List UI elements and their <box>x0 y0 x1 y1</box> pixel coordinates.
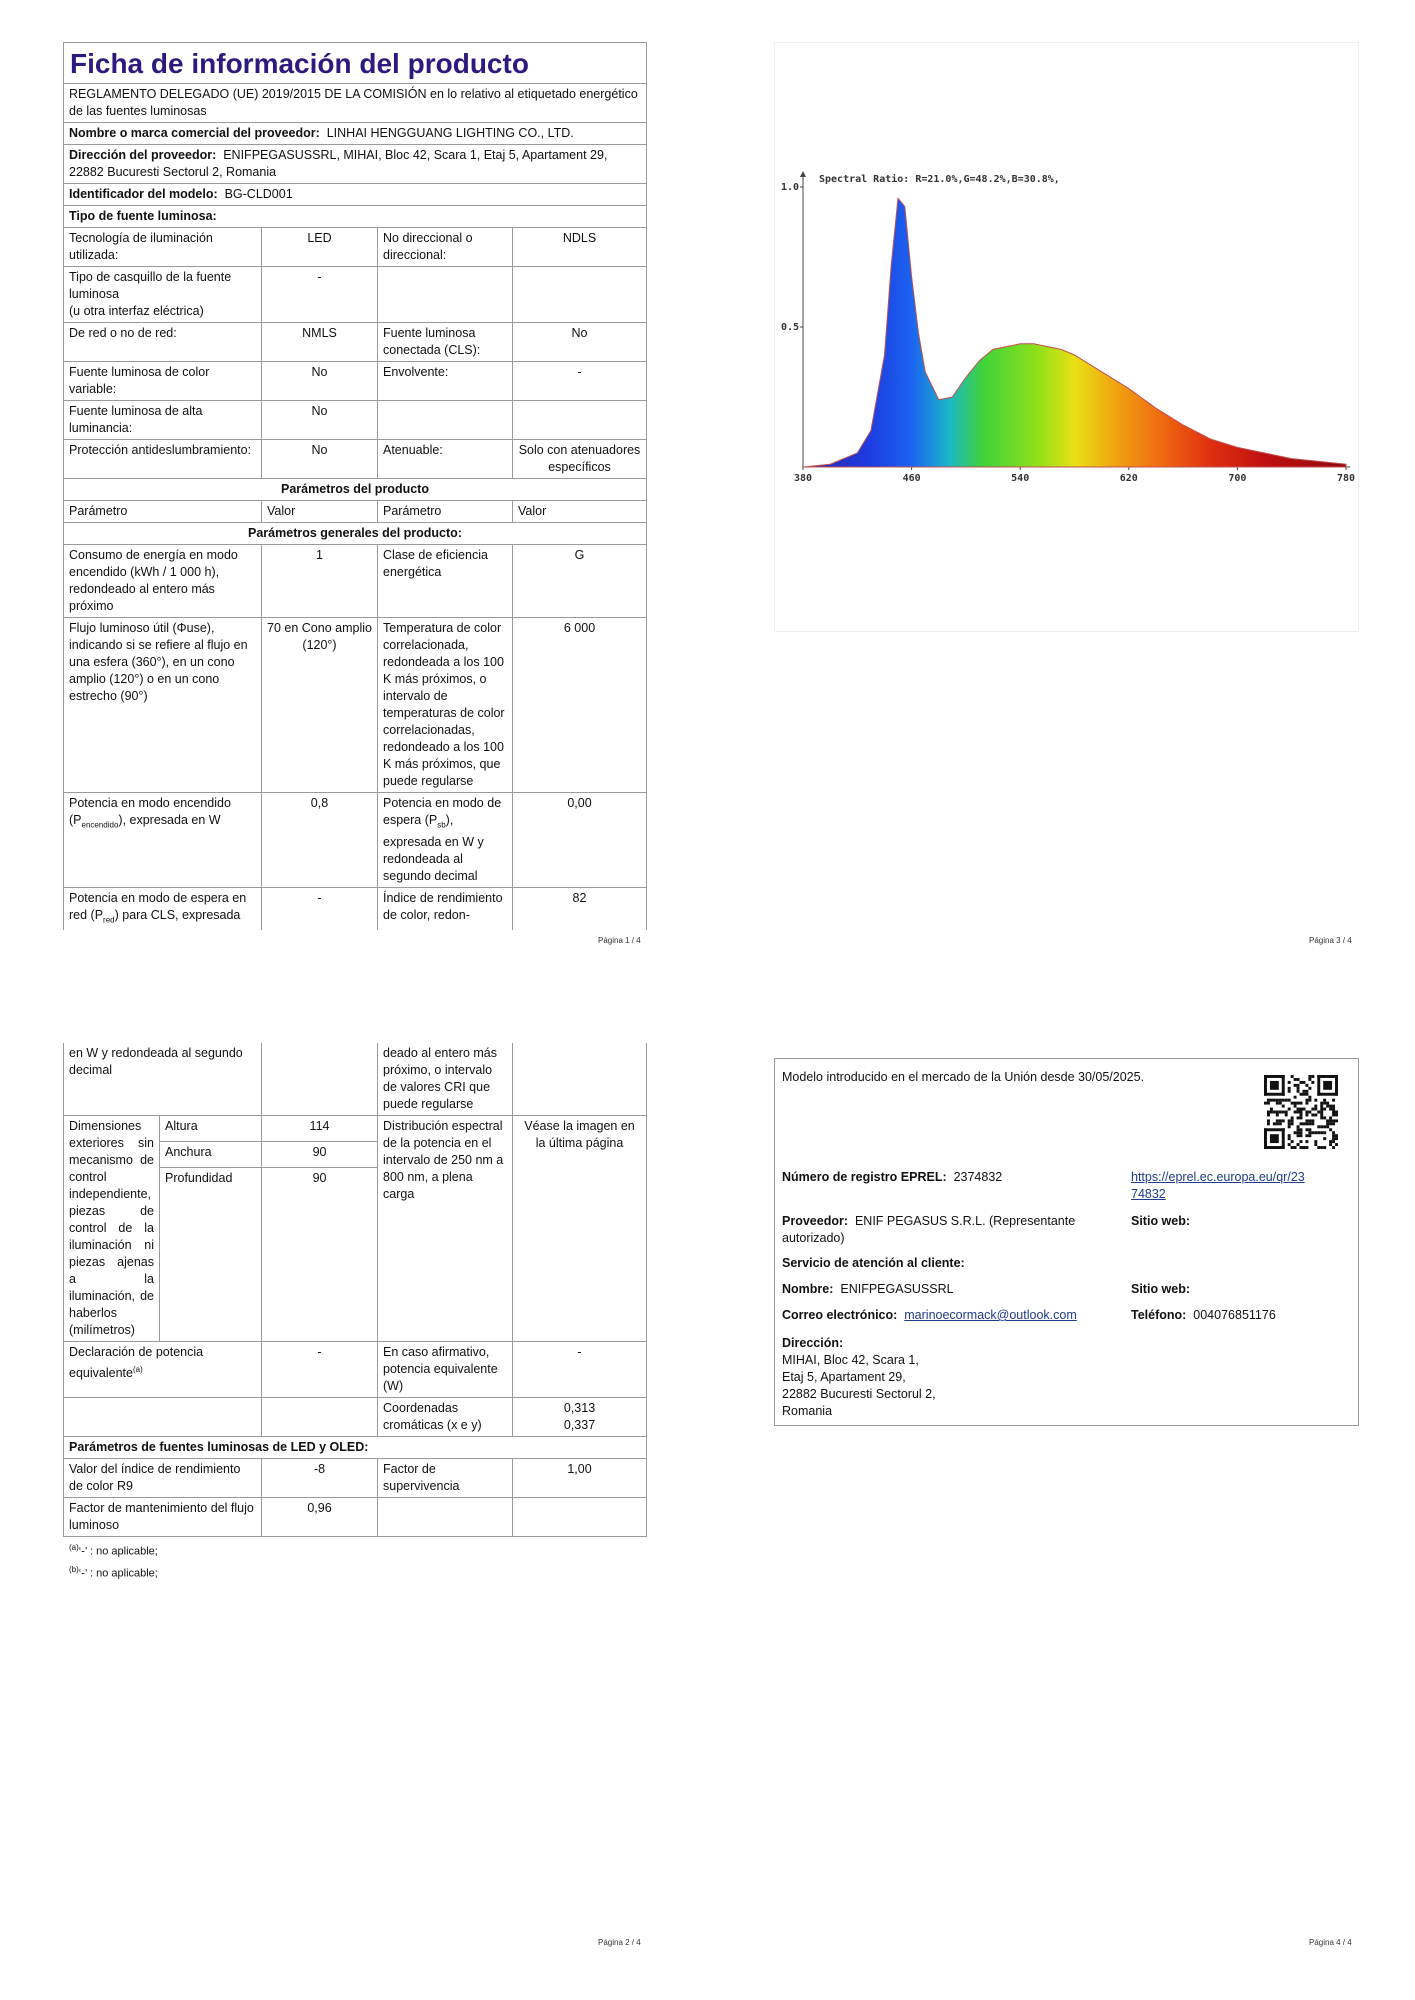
cont-left: en W y redondeada al segundo decimal <box>64 1043 262 1116</box>
address-label: Dirección del proveedor: <box>69 148 217 162</box>
phone-value: 004076851176 <box>1193 1308 1276 1322</box>
cls-value: No <box>513 323 647 362</box>
address-row <box>64 145 647 184</box>
cct-label: Temperatura de color correlacionada, redondeada a los 100 K más próximos, o intervalo de temperaturas de color correlacionadas, redondeado a los 100 K más próximos, que puede regularse <box>378 618 513 793</box>
cri-value: 82 <box>513 887 647 930</box>
spectral-chart <box>774 42 1359 632</box>
general-params-heading: Parámetros generales del producto: <box>64 523 647 545</box>
qr-code-icon <box>1264 1075 1338 1149</box>
spd-label: Distribución espectral de la potencia en el intervalo de 250 nm a 800 nm, a plena carga <box>378 1116 513 1342</box>
maint-label: Factor de mantenimiento del flujo luminoso <box>64 1498 262 1537</box>
flux-label: Flujo luminoso útil (Φuse), indicando si se refiere al flujo en una esfera (360°), en un cono amplio (120°) o en un cono estrecho (90°) <box>64 618 262 793</box>
x-tick-label: 780 <box>1336 473 1356 484</box>
depth-label: Profundidad <box>160 1168 262 1194</box>
website-label: Sitio web: <box>1131 1214 1191 1228</box>
spd-value: Véase la imagen en la última página <box>513 1116 647 1342</box>
address-line-3: 22882 Bucuresti Sectorul 2, <box>782 1387 936 1401</box>
eprel-value: 2374832 <box>953 1170 1003 1184</box>
colour-label: Fuente luminosa de color variable: <box>64 362 262 401</box>
y-axis-arrow <box>800 171 806 177</box>
x-tick-label: 380 <box>793 473 813 484</box>
name-label: Nombre: <box>782 1282 834 1296</box>
cri-label: Índice de rendimiento de color, redon- <box>378 887 513 930</box>
page-1 <box>63 42 646 930</box>
chroma-x: 0,313 <box>563 1401 596 1415</box>
chart-title: Spectral Ratio: R=21.0%,G=48.2%,B=30.8%, <box>819 174 1060 185</box>
width-value: 90 <box>262 1142 378 1168</box>
led-heading: Parámetros de fuentes luminosas de LED y OLED: <box>64 1437 647 1459</box>
spectral-chart-svg <box>775 43 1358 631</box>
depth-value: 90 <box>262 1168 378 1194</box>
y-tick-label: 0.5 <box>780 322 799 333</box>
phone-row <box>1131 1307 1276 1324</box>
x-tick-label: 540 <box>1011 473 1030 484</box>
cct-value: 6 000 <box>513 618 647 793</box>
cap-label-cell <box>64 267 262 323</box>
height-label: Altura <box>160 1116 262 1142</box>
class-label: Clase de eficiencia energética <box>378 545 513 618</box>
page-4-card <box>774 1058 1359 1426</box>
eprel-row <box>782 1169 1002 1186</box>
product-info-table <box>63 42 647 930</box>
pon-label: Potencia en modo encendido $(P_{encendido})$, expresada en W <box>64 793 262 888</box>
regulation-text: REGLAMENTO DELEGADO (UE) 2019/2015 DE LA COMISIÓN en lo relativo al etiquetado energético de las fuentes luminosas <box>64 84 647 123</box>
page-2 <box>63 1043 646 1582</box>
cont-right: deado al entero más próximo, o intervalo de valores CRI que puede regularse <box>378 1043 513 1116</box>
name-row <box>782 1281 954 1298</box>
maint-value: 0,96 <box>262 1498 378 1537</box>
dims-label: Dimensiones exteriores sin mecanismo de control independiente, piezas de control de la iluminación ni piezas ajenas a la iluminación, de haberlos (milímetros) <box>64 1116 160 1342</box>
glare-label: Protección antideslumbramiento: <box>64 440 262 479</box>
model-value: BG-CLD001 <box>224 187 293 201</box>
class-value: G <box>513 545 647 618</box>
market-text: Modelo introducido en el mercado de la Unión desde 30/05/2025. <box>782 1070 1145 1084</box>
r9-label: Valor del índice de rendimiento de color R9 <box>64 1459 262 1498</box>
energy-value: 1 <box>262 545 378 618</box>
cap-label-2: (u otra interfaz eléctrica) <box>69 304 204 318</box>
model-label: Identificador del modelo: <box>69 187 218 201</box>
email-row <box>782 1307 1077 1324</box>
mains-value: NMLS <box>262 323 378 362</box>
colour-value: No <box>262 362 378 401</box>
website2-label: Sitio web: <box>1131 1282 1191 1296</box>
flux-value: 70 en Cono amplio (120°) <box>262 618 378 793</box>
survival-value: 1,00 <box>513 1459 647 1498</box>
address-line-4: Romania <box>782 1404 833 1418</box>
cap-value: - <box>262 267 378 323</box>
psb-value: 0,00 <box>513 793 647 888</box>
footnotes <box>63 1539 646 1582</box>
col-value-2: Valor <box>513 501 647 523</box>
name-value: ENIFPEGASUSSRL <box>840 1282 954 1296</box>
x-tick-label: 460 <box>902 473 921 484</box>
provider-value: ENIF PEGASUS S.R.L. (Representante autorizado) <box>782 1214 1076 1245</box>
x-tick-label: 700 <box>1228 473 1247 484</box>
phone-label: Teléfono: <box>1131 1308 1187 1322</box>
address-label-4: Dirección: <box>782 1336 844 1350</box>
chroma-label: Coordenadas cromáticas (x e y) <box>378 1398 513 1437</box>
r9-value: -8 <box>262 1459 378 1498</box>
source-type-heading: Tipo de fuente luminosa: <box>64 206 647 228</box>
service-heading: Servicio de atención al cliente: <box>782 1256 965 1270</box>
mains-label: De red o no de red: <box>64 323 262 362</box>
col-param-2: Parámetro <box>378 501 513 523</box>
model-row <box>64 184 647 206</box>
equiv-value: - <box>262 1342 378 1398</box>
nondir-value: NDLS <box>513 228 647 267</box>
highlum-value: No <box>262 401 378 440</box>
provider-row <box>782 1213 1128 1247</box>
pnet-label: Potencia en modo de espera en red $(P_{red})$ para CLS, expresada <box>64 887 262 930</box>
survival-label: Factor de supervivencia <box>378 1459 513 1498</box>
footnote-b: $^{(b)}$‘-’ : no aplicable; <box>69 1564 158 1580</box>
supplier-row <box>64 123 647 145</box>
page-number-4: Página 4 / 4 <box>1309 1938 1352 1947</box>
envelope-value: - <box>513 362 647 401</box>
tech-label: Tecnología de iluminación utilizada: <box>64 228 262 267</box>
tech-value: LED <box>262 228 378 267</box>
eprel-label: Número de registro EPREL: <box>782 1170 947 1184</box>
col-param-1: Parámetro <box>64 501 262 523</box>
eprel-link[interactable]: https://eprel.ec.europa.eu/qr/23 74832 <box>1131 1170 1305 1201</box>
x-tick-label: 620 <box>1119 473 1138 484</box>
chroma-values <box>513 1398 647 1437</box>
page-number-1: Página 1 / 4 <box>598 936 641 945</box>
equiv-power-value: - <box>513 1342 647 1398</box>
glare-value: No <box>262 440 378 479</box>
email-link[interactable]: marinoecormack@outlook.com <box>904 1308 1077 1322</box>
page-number-2: Página 2 / 4 <box>598 1938 641 1947</box>
page-number-3: Página 3 / 4 <box>1309 936 1352 945</box>
address-value: ENIFPEGASUSSRL, MIHAI, Bloc 42, Scara 1, Etaj 5, Apartament 29, 22882 Bucuresti Sectorul 2, Romania <box>69 148 608 179</box>
cls-label: Fuente luminosa conectada (CLS): <box>378 323 513 362</box>
psb-label: Potencia en modo de espera $(P_{sb})$, expresada en W y redondeada al segundo decimal <box>378 793 513 888</box>
footnote-a: $^{(a)}$‘-’ : no aplicable; <box>69 1543 158 1558</box>
equiv-power-label: En caso afirmativo, potencia equivalente (W) <box>378 1342 513 1398</box>
spectral-area <box>803 198 1346 467</box>
envelope-label: Envolvente: <box>378 362 513 401</box>
pon-value: 0,8 <box>262 793 378 888</box>
chroma-y: 0,337 <box>563 1418 596 1432</box>
y-tick-label: 1.0 <box>780 182 799 193</box>
address-line-2: Etaj 5, Apartament 29, <box>782 1370 906 1384</box>
cap-label: Tipo de casquillo de la fuente luminosa <box>69 270 232 301</box>
product-info-table-cont <box>63 1043 647 1537</box>
address-line-1: MIHAI, Bloc 42, Scara 1, <box>782 1353 919 1367</box>
page-title: Ficha de información del producto <box>64 43 647 84</box>
dim-value: Solo con atenuadores específicos <box>513 440 647 479</box>
equiv-label: Declaración de potencia equivalente$^{(a)}$ <box>64 1342 262 1398</box>
energy-label: Consumo de energía en modo encendido (kWh / 1 000 h), redondeado al entero más próximo <box>64 545 262 618</box>
provider-label: Proveedor: <box>782 1214 848 1228</box>
product-params-heading: Parámetros del producto <box>64 479 647 501</box>
supplier-value: LINHAI HENGGUANG LIGHTING CO., LTD. <box>326 126 574 140</box>
highlum-label: Fuente luminosa de alta luminancia: <box>64 401 262 440</box>
nondir-label: No direccional o direccional: <box>378 228 513 267</box>
width-label: Anchura <box>160 1142 262 1168</box>
pnet-value: - <box>262 887 378 930</box>
supplier-label: Nombre o marca comercial del proveedor: <box>69 126 320 140</box>
email-label: Correo electrónico: <box>782 1308 898 1322</box>
dim-label: Atenuable: <box>378 440 513 479</box>
height-value: 114 <box>262 1116 378 1142</box>
col-value-1: Valor <box>262 501 378 523</box>
